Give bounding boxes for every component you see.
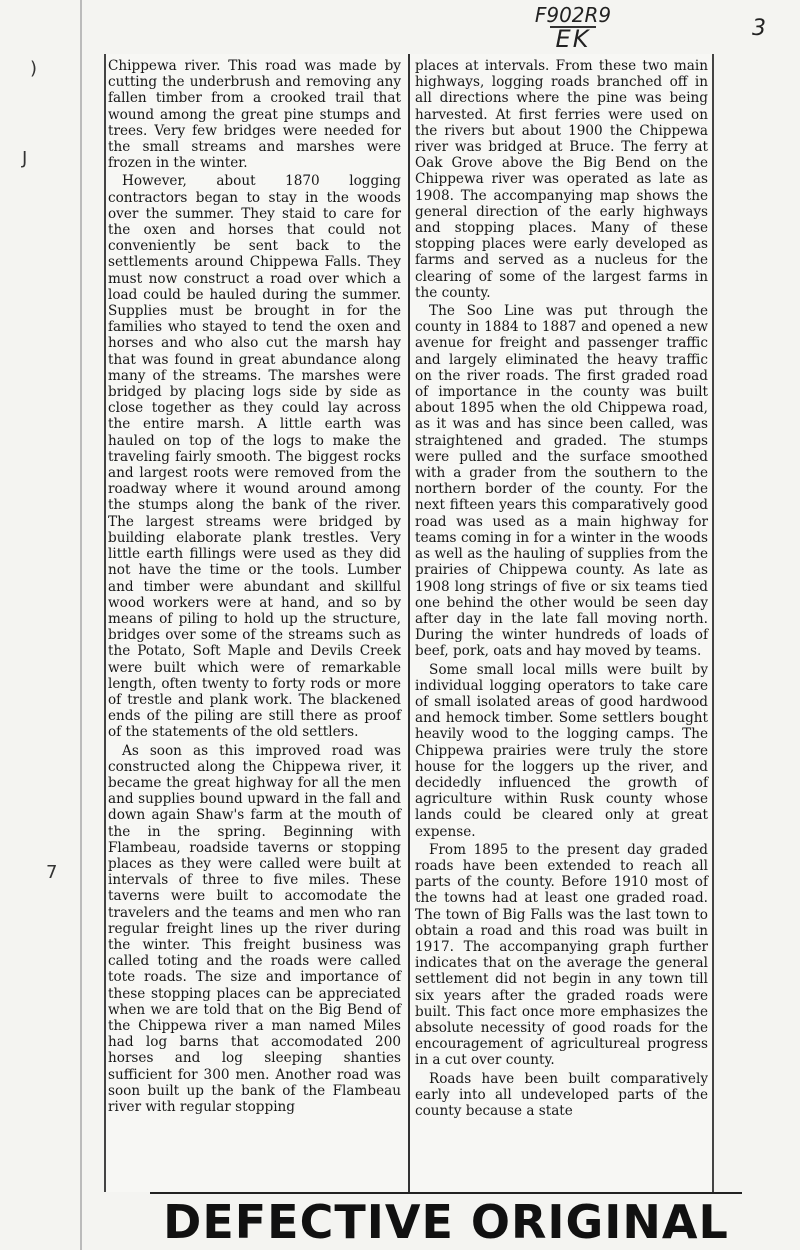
defective-original-stamp: DEFECTIVE ORIGINAL [150,1192,742,1248]
paragraph: From 1895 to the present day graded roads have been extended to reach all parts of the county. Before 1910 most of the towns had at least one graded road. The town of Big Falls was the last town to obtain a road and this road was built in 1917. The accompanying graph further indicates that on the average the general settlement did not begin in any town till six years after the graded roads were built. This fact once more emphasizes the absolute necessity of good roads for the encouragement of agricultureal progress in a cut over county. [415,841,708,1069]
archive-code-line1: F902R9 [534,3,612,27]
archive-code [518,4,628,51]
column-divider [408,54,410,1192]
newspaper-clipping [104,54,714,1192]
archive-code-line2: EK [550,26,597,50]
paragraph: Roads have been built comparatively early into all undeveloped parts of the county because a state [415,1070,708,1119]
paragraph: As soon as this improved road was constructed along the Chippewa river, it became the great highway for all the men and supplies bound upward in the fall and down again Shaw's farm at the mouth of the in the spring. Beginning with Flambeau, roadside taverns or stopping places as they were called were built at intervals of three to five miles. These taverns were built to accomodate the travelers and the teams and men who ran regular freight lines up the river during the winter. This freight business was called toting and the roads were called tote roads. The size and importance of these stopping places can be appreciated when we are told that on the Big Bend of the Chippewa river a man named Miles had log barns that accomodated 200 horses and log sleeping shanties sufficient for 300 men. Another road was soon built up the bank of the Flambeau river with regular stopping [108,742,401,1115]
left-margin-marks [0,0,70,1250]
paragraph: The Soo Line was put through the county in 1884 to 1887 and opened a new avenue for freight and passenger traffic and largely eliminated the heavy traffic on the river roads. The first graded road of importance in the county was built about 1895 when the old Chippewa road, as it was and has since been called, was straightened and graded. The stumps were pulled and the surface smoothed with a grader from the southern to the northern border of the county. For the next fifteen years this comparatively good road was used as a main highway for teams coming in for a winter in the woods as well as the hauling of supplies from the prairies of Chippewa county. As late as 1908 long strings of five or six teams tied one behind the other would be seen day after day in the late fall moving north. During the winter hundreds of loads of beef, pork, oats and hay moved by teams. [415,303,708,660]
paragraph: However, about 1870 logging contractors began to stay in the woods over the summer. They staid to care for the oxen and horses that could not conveniently be sent back to the settlements around Chippewa Falls. They must now construct a road over which a load could be hauled during the summer. Supplies must be brought in for the families who stayed to tend the oxen and horses and who also cut the marsh hay that was found in great abundance along many of the streams. The marshes were bridged by placing logs side by side as close together as they could lay across the entire marsh. A little earth was hauled on top of the logs to make the traveling fairly smooth. The biggest rocks and largest roots were removed from the roadway where it wound around among the stumps along the bank of the river. The largest streams were bridged by building elaborate plank trestles. Very little earth fillings were used as they did not have the time or the tools. Lumber and timber were abundant and skillful wood workers were at hand, and so by means of piling to hold up the structure, bridges over some of the streams such as the Potato, Soft Maple and Devils Creek were built which were of remarkable length, often twenty to forty rods or more of trestle and plank work. The blackened ends of the piling are still there as proof of the statements of the old settlers. [108,173,401,741]
article-column-right [415,58,708,1119]
page-number: 3 [752,16,766,41]
paragraph: places at intervals. From these two main highways, logging roads branched off in all directions where the pine was being harvested. At first ferries were used on the rivers but about 1900 the Chippewa river was bridged at Bruce. The ferry at Oak Grove above the Big Bend on the Chippewa river was operated as late as 1908. The accompanying map shows the general direction of the early highways and stopping places. Many of these stopping places were early developed as farms and served as a nucleus for the clearing of some of the largest farms in the county. [415,58,708,301]
scan-left-edge-rule [80,0,82,1250]
article-column-left [108,58,401,1115]
margin-mark: J [22,148,28,169]
margin-mark: 7 [46,862,58,883]
paragraph: Chippewa river. This road was made by cutting the underbrush and removing any fallen timber from a crooked trail that wound among the great pine stumps and trees. Very few bridges were needed for the small streams and marshes were frozen in the winter. [108,58,401,172]
margin-mark: ) [30,58,38,79]
paragraph: Some small local mills were built by individual logging operators to take care of small isolated areas of good hardwood and hemock timber. Some settlers bought heavily wood to the logging camps. The Chippewa prairies were truly the store house for the loggers up the river, and decidedly influenced the growth of agriculture within Rusk county whose lands could be cleared only at great expense. [415,661,708,840]
